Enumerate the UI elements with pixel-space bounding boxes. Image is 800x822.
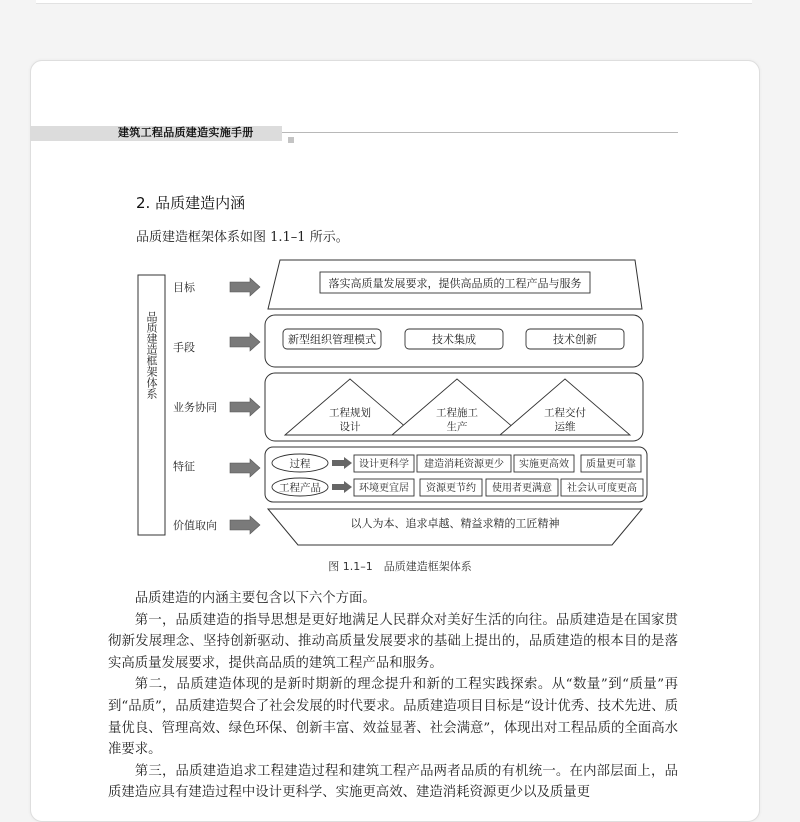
goal-arrow-icon	[230, 278, 260, 296]
value-text: 以人为本、追求卓越、精益求精的工匠精神	[350, 517, 560, 530]
business-triangle-1-line2: 设计	[339, 421, 361, 433]
product-label: 工程产品	[279, 482, 321, 494]
business-arrow-icon	[230, 398, 260, 416]
process-item-4: 质量更可靠	[586, 459, 636, 470]
goal-row-label: 目标	[173, 281, 195, 294]
business-triangle-1-line1: 工程规划	[329, 407, 371, 419]
framework-diagram	[130, 255, 650, 550]
process-label: 过程	[289, 458, 311, 470]
business-triangle-2-line1: 工程施工	[436, 407, 478, 419]
goal-text: 落实高质量发展要求，提供高品质的工程产品与服务	[328, 277, 582, 290]
means-item-2: 技术集成	[432, 333, 476, 346]
paragraph-4: 第三，品质建造追求工程建造过程和建筑工程产品两者品质的有机统一。在内部层面上，品质建造应具有建造过程中设计更科学、实施更高效、建造消耗资源更少以及质量更	[108, 763, 678, 801]
running-header-rule	[282, 132, 678, 133]
value-row-label: 价值取向	[173, 519, 217, 532]
product-item-2: 资源更节约	[426, 483, 476, 494]
features-arrow-icon	[230, 459, 260, 477]
framework-side-label: 品质建造框架体系	[145, 311, 158, 399]
product-item-3: 使用者更满意	[492, 483, 552, 494]
business-row-label: 业务协同	[173, 401, 217, 414]
process-item-2: 建造消耗资源更少	[424, 459, 504, 470]
value-arrow-icon	[230, 516, 260, 534]
paragraph-2: 第一，品质建造的指导思想是更好地满足人民群众对美好生活的向往。品质建造是在国家贯彻新发展理念、坚持创新驱动、推动高质量发展要求的基础上提出的，品质建造的根本目的是落实高质量发展要求，提供高品质的建筑工程产品和服务。	[108, 612, 678, 671]
running-header-marker	[288, 137, 294, 143]
means-row-label: 手段	[173, 341, 195, 354]
figure-caption: 图 1.1–1 品质建造框架体系	[328, 560, 472, 573]
product-item-1: 环境更宜居	[359, 483, 409, 494]
means-item-3: 技术创新	[553, 333, 597, 346]
body-text	[108, 588, 678, 804]
business-triangle-2-line2: 生产	[446, 421, 468, 433]
means-arrow-icon	[230, 333, 260, 351]
running-header-title: 建筑工程品质建造实施手册	[118, 126, 254, 139]
process-item-3: 实施更高效	[519, 459, 569, 470]
section-heading: 2. 品质建造内涵	[136, 194, 246, 212]
features-row-label: 特征	[173, 460, 195, 473]
previous-page-edge	[36, 0, 752, 4]
business-triangle-3-line2: 运维	[554, 421, 576, 433]
paragraph-3: 第二，品质建造体现的是新时期新的理念提升和新的工程实践探索。从“数量”到“质量”再到“品质”，品质建造契合了社会发展的时代要求。品质建造项目目标是“设计优秀、技术先进、质量优良、管理高效、绿色环保、创新丰富、效益显著、社会满意”，体现出对工程品质的全面高水准要求。	[108, 677, 678, 758]
intro-sentence: 品质建造框架体系如图 1.1–1 所示。	[136, 230, 349, 245]
means-item-1: 新型组织管理模式	[288, 333, 376, 346]
process-item-1: 设计更科学	[359, 459, 409, 470]
paragraph-1: 品质建造的内涵主要包含以下六个方面。	[134, 591, 376, 606]
business-triangle-3-line1: 工程交付	[544, 407, 586, 419]
product-item-4: 社会认可度更高	[567, 483, 637, 494]
